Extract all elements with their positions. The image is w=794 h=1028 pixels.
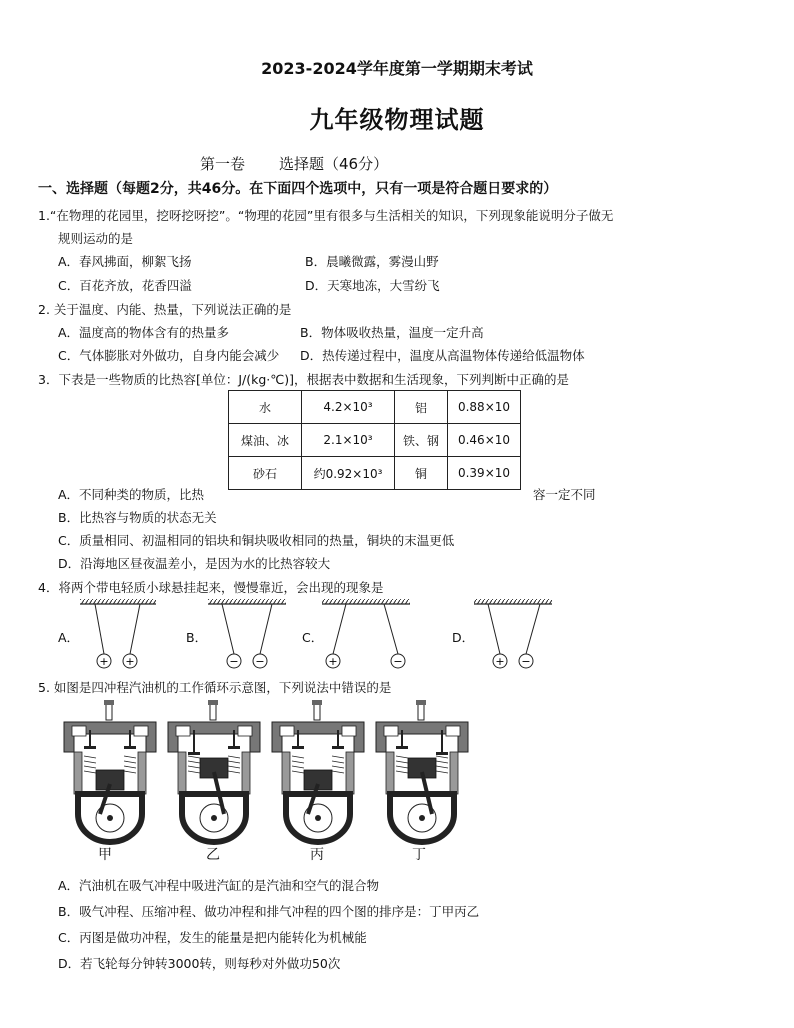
q4-stem: 4．将两个带电轻质小球悬挂起来，慢慢靠近，会出现的现象是 (38, 580, 384, 595)
q4-label-b: B． (186, 630, 208, 645)
figure-label-bing: 丙 (310, 847, 324, 863)
engine-ding (376, 700, 468, 842)
q2-stem: 2. 关于温度、内能、热量，下列说法正确的是 (38, 302, 292, 317)
q5-option-c: C．丙图是做功冲程，发生的能量是把内能转化为机械能 (58, 930, 367, 945)
q1-option-d: D．天寒地冻，大雪纷飞 (305, 278, 440, 293)
section-heading: 一、选择题（每题2分，共46分。在下面四个选项中，只有一项是符合题日要求的） (38, 181, 558, 197)
table-cell: 4.2×10³ (302, 391, 395, 424)
q4-label-a: A． (58, 630, 80, 645)
charge-label: + (328, 655, 338, 668)
table-cell: 铝 (395, 391, 448, 424)
q4-label-c: C． (302, 630, 324, 645)
part-label: 第一卷 (200, 155, 246, 173)
q3-option-a: A．不同种类的物质，比热 (58, 487, 205, 502)
table-cell: 0.39×10 (448, 457, 521, 490)
figure-label-yi: 乙 (206, 847, 220, 863)
q4-label-d: D． (452, 630, 475, 645)
figure-label-jia: 甲 (98, 847, 112, 863)
table-cell: 2.1×10³ (302, 424, 395, 457)
q3-option-d: D．沿海地区昼夜温差小，是因为水的比热容较大 (58, 556, 331, 571)
q1-stem-line2: 规则运动的是 (58, 231, 134, 246)
charge-label: − (255, 655, 265, 668)
figure-label-ding: 丁 (412, 847, 426, 863)
table-cell: 砂石 (229, 457, 302, 490)
q3-stem: 3．下表是一些物质的比热容[单位：J/(kg·℃)]，根据表中数据和生活现象，下列判断中正确的是 (38, 372, 570, 387)
table-cell: 铁、钢 (395, 424, 448, 457)
charge-label: + (125, 655, 135, 668)
q5-option-b: B．吸气冲程、压缩冲程、做功冲程和排气冲程的四个图的排序是：丁甲丙乙 (58, 904, 480, 919)
engine-yi (168, 700, 260, 842)
q2-option-d: D．热传递过程中，温度从高温物体传递给低温物体 (300, 348, 585, 363)
q5-option-a: A．汽油机在吸气冲程中吸进汽缸的是汽油和空气的混合物 (58, 878, 380, 893)
q3-option-a-cont: 容一定不同 (533, 487, 596, 502)
q3-option-b: B．比热容与物质的状态无关 (58, 510, 217, 525)
charge-label: + (495, 655, 505, 668)
q5-stem: 5. 如图是四冲程汽油机的工作循环示意图，下列说法中错误的是 (38, 680, 392, 695)
exam-title: 2023-2024学年度第一学期期末考试 (261, 59, 533, 78)
q2-option-a: A．温度高的物体含有的热量多 (58, 325, 230, 340)
engine-bing (272, 700, 364, 842)
table-cell: 约0.92×10³ (302, 457, 395, 490)
table-cell: 煤油、冰 (229, 424, 302, 457)
q3-option-c: C．质量相同、初温相同的铝块和铜块吸收相同的热量，铜块的末温更低 (58, 533, 455, 548)
charge-label: + (99, 655, 109, 668)
q2-option-b: B．物体吸收热量，温度一定升高 (300, 325, 484, 340)
q1-stem-line1: 1.“在物理的花园里，挖呀挖呀挖”。“物理的花园”里有很多与生活相关的知识，下列现象能说明分子做无 (38, 208, 614, 223)
q1-option-c: C．百花齐放，花香四溢 (58, 278, 192, 293)
engine-jia (64, 700, 156, 842)
table-cell: 铜 (395, 457, 448, 490)
part-name: 选择题（46分） (279, 155, 389, 173)
q2-option-c: C．气体膨胀对外做功，自身内能会减少 (58, 348, 280, 363)
charge-label: − (393, 655, 403, 668)
charge-label: − (229, 655, 239, 668)
q5-option-d: D．若飞轮每分钟转3000转，则每秒对外做功50次 (58, 956, 341, 971)
charge-label: − (521, 655, 531, 668)
table-cell: 0.88×10 (448, 391, 521, 424)
q1-option-b: B．晨曦微露，雾漫山野 (305, 254, 439, 269)
table-cell: 0.46×10 (448, 424, 521, 457)
q1-option-a: A．春风拂面，柳絮飞扬 (58, 254, 192, 269)
table-cell: 水 (229, 391, 302, 424)
subject-title: 九年级物理试题 (309, 106, 485, 134)
